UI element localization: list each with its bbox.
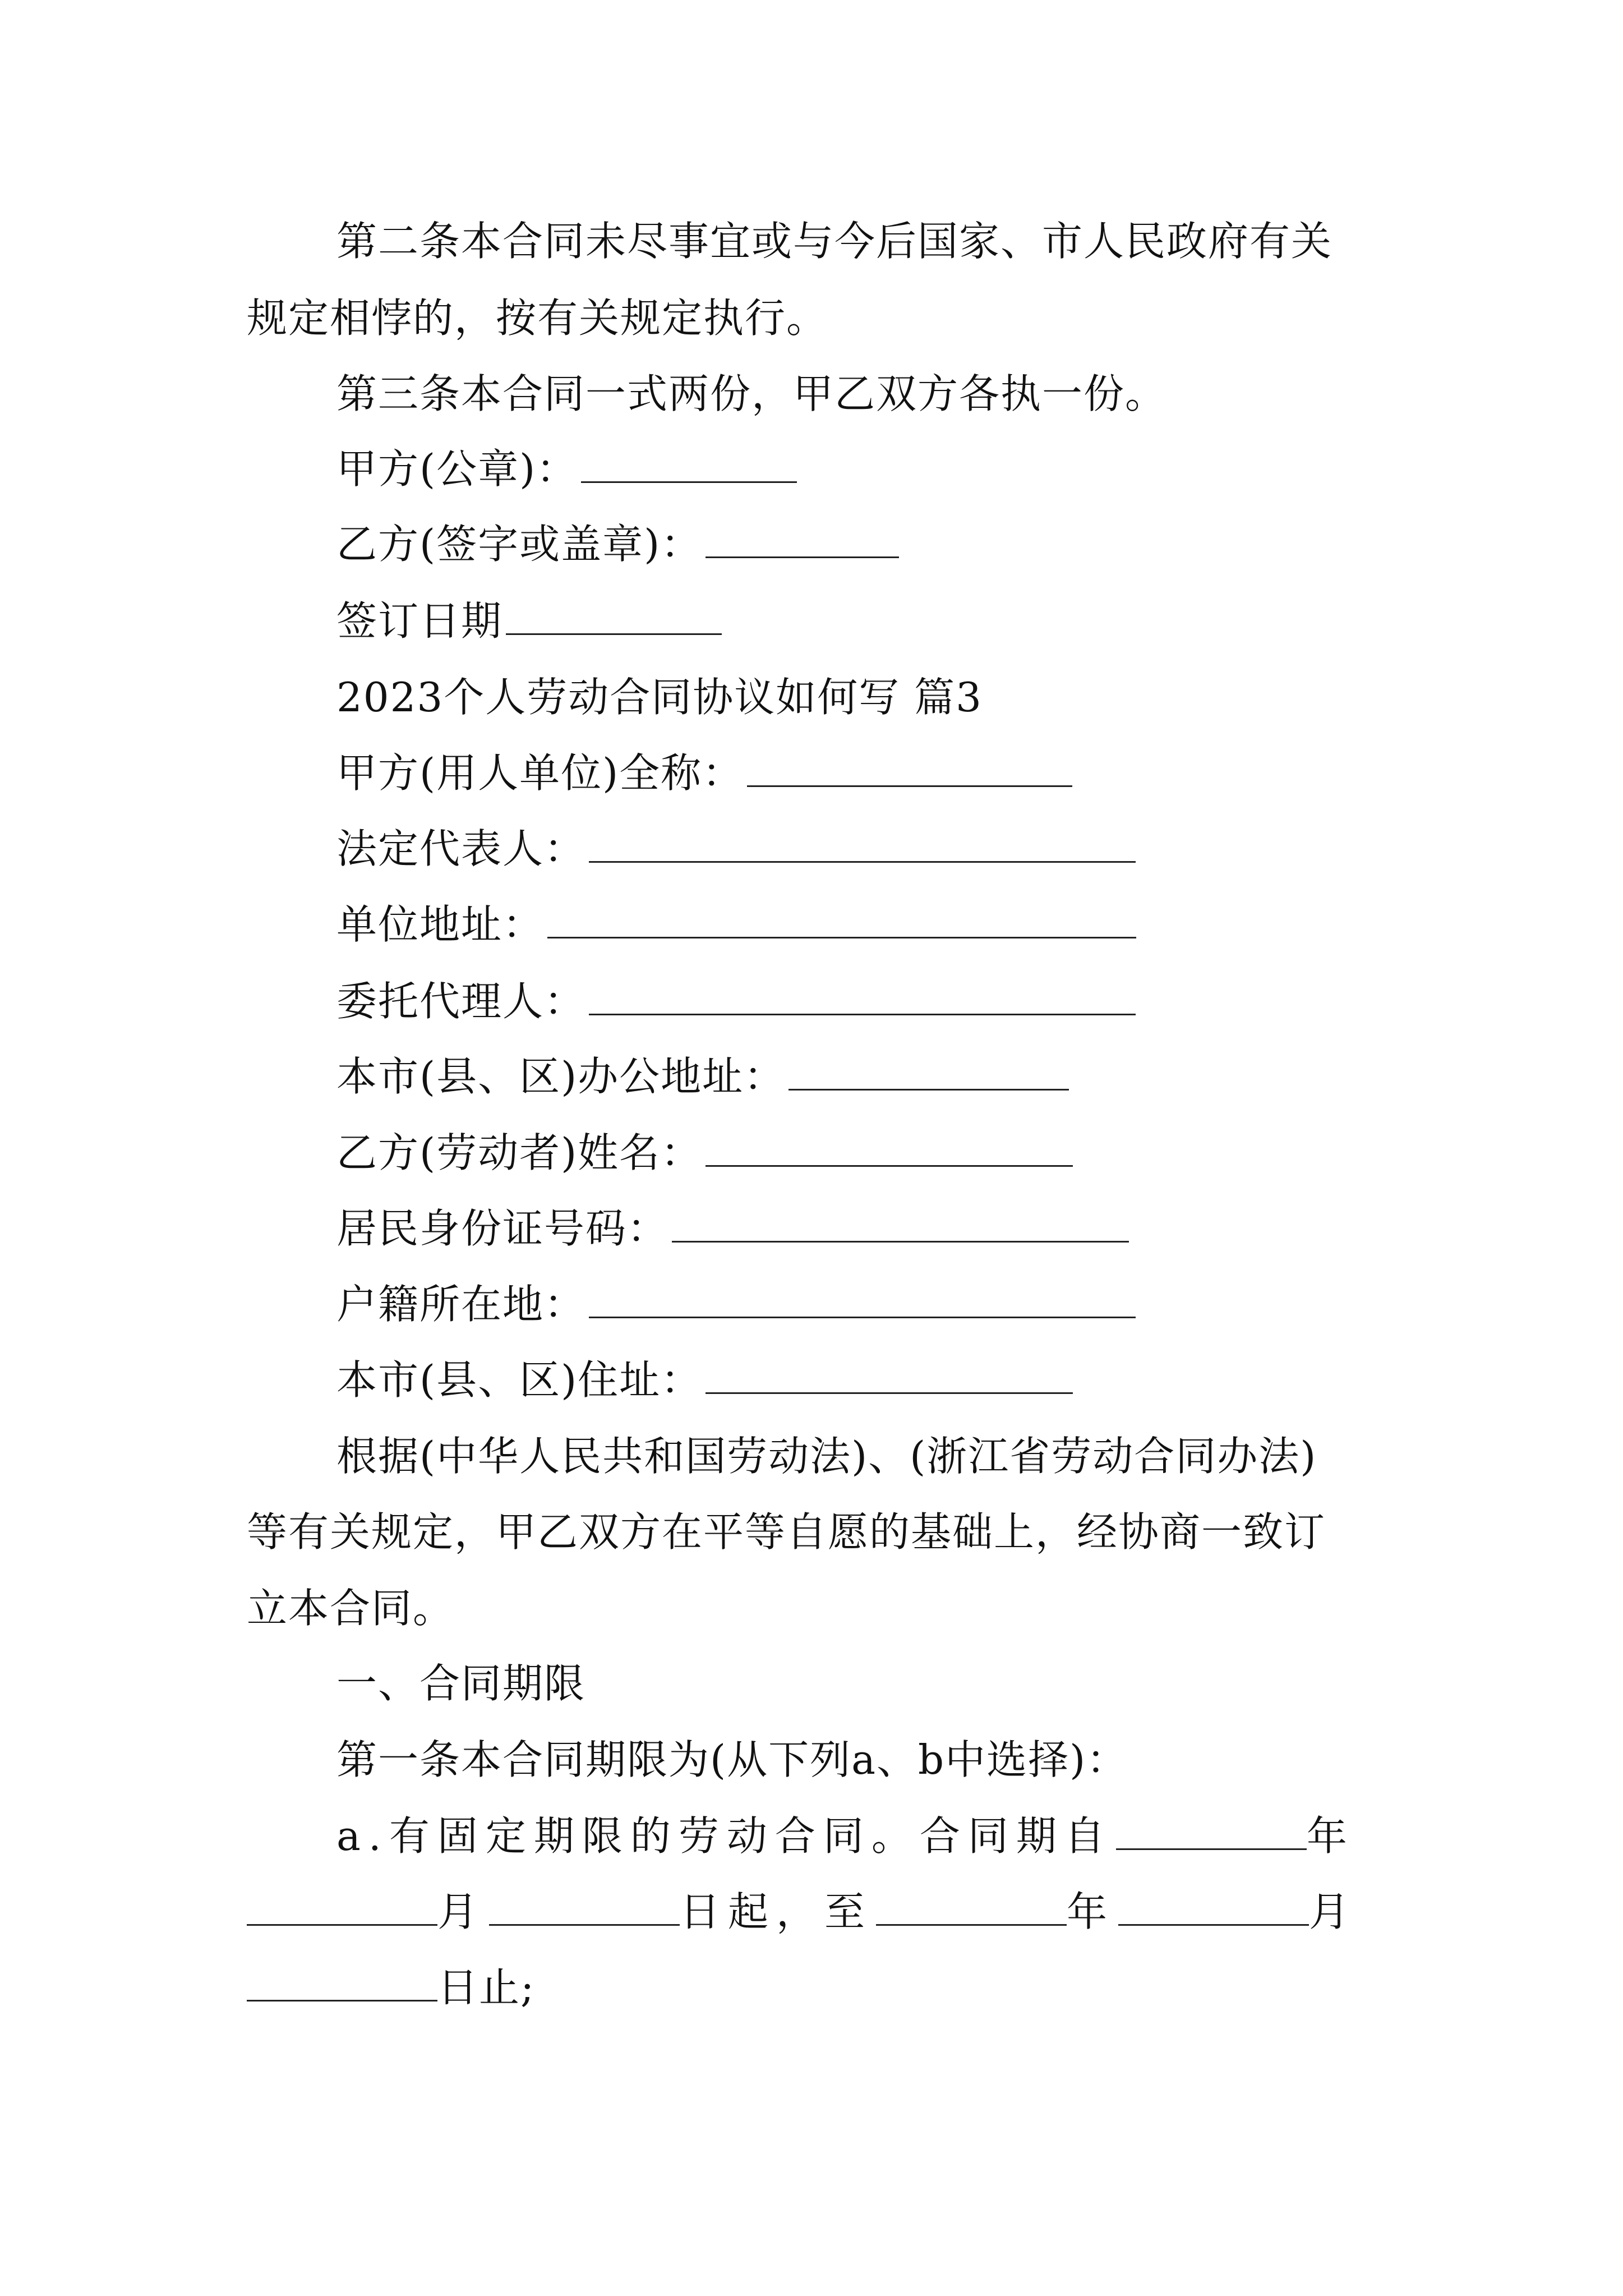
chapter-1-heading: 一、合同期限 (336, 1660, 586, 1707)
sign-party-b-label: 乙方(签字或盖章)： (336, 521, 703, 568)
field-agent (336, 974, 1136, 1028)
sign-party-b (336, 517, 899, 571)
option-a-year-label: 年 (1306, 1812, 1355, 1860)
field-household-blank[interactable] (589, 1277, 1136, 1318)
field-household-label: 户籍所在地： (336, 1281, 586, 1328)
preamble-line-3: 立本合同。 (247, 1585, 455, 1632)
sign-party-a-label: 甲方(公章)： (336, 445, 578, 493)
field-worker-name-blank[interactable] (706, 1126, 1073, 1167)
option-a-end-day-blank[interactable] (247, 1961, 437, 2001)
field-household (336, 1277, 1136, 1331)
field-legal-rep-blank[interactable] (589, 822, 1136, 863)
option-a-year2-label: 年 (1067, 1888, 1115, 1935)
field-id-number-blank[interactable] (672, 1202, 1129, 1243)
option-a-month2-label: 月 (1309, 1888, 1358, 1935)
option-a-from-label: 日起，至 (680, 1888, 873, 1935)
section-title: 2023个人劳动合同协议如何写 篇3 (336, 674, 983, 721)
preamble-line-2: 等有关规定，甲乙双方在平等自愿的基础上，经协商一致订 (247, 1508, 1326, 1556)
field-address-label: 单位地址： (336, 901, 545, 948)
field-worker-name-label: 乙方(劳动者)姓名： (336, 1129, 703, 1176)
field-agent-blank[interactable] (589, 974, 1136, 1015)
field-residence (336, 1353, 1073, 1407)
field-office-address-blank[interactable] (789, 1050, 1069, 1091)
field-residence-blank[interactable] (706, 1353, 1073, 1394)
option-a-end-month-blank[interactable] (1118, 1885, 1309, 1926)
option-a-start-year-blank[interactable] (1116, 1809, 1307, 1850)
sign-date-blank[interactable] (506, 594, 722, 635)
field-legal-rep-label: 法定代表人： (336, 825, 586, 872)
sign-party-a-blank[interactable] (581, 442, 797, 483)
option-a-line-1 (336, 1809, 1355, 1863)
field-residence-label: 本市(县、区)住址： (336, 1356, 703, 1404)
field-worker-name (336, 1126, 1073, 1180)
field-address (336, 898, 1136, 951)
field-employer-name-blank[interactable] (747, 746, 1072, 787)
sign-date (336, 594, 722, 648)
field-office-address (336, 1050, 1069, 1103)
article-1: 第一条本合同期限为(从下列a、b中选择)： (336, 1736, 1128, 1783)
option-a-month-label: 月 (437, 1888, 486, 1935)
field-office-address-label: 本市(县、区)办公地址： (336, 1053, 786, 1100)
field-id-number (336, 1202, 1129, 1255)
option-a-prefix: a.有固定期限的劳动合同。合同期自 (336, 1812, 1113, 1860)
preamble-line-1: 根据(中华人民共和国劳动法)、(浙江省劳动合同办法) (336, 1433, 1317, 1480)
article-2-line-2: 规定相悖的，按有关规定执行。 (247, 295, 828, 342)
option-a-end-year-blank[interactable] (876, 1885, 1067, 1926)
field-employer-name-label: 甲方(用人单位)全称： (336, 749, 744, 797)
option-a-to-label: 日止; (437, 1964, 536, 2011)
option-a-start-month-blank[interactable] (247, 1885, 437, 1926)
article-2-line-1: 第二条本合同未尽事宜或与今后国家、市人民政府有关 (336, 218, 1333, 265)
sign-date-label: 签订日期 (336, 597, 503, 645)
field-legal-rep (336, 822, 1136, 876)
field-employer-name (336, 746, 1072, 800)
option-a-start-day-blank[interactable] (489, 1885, 680, 1926)
field-address-blank[interactable] (547, 898, 1136, 938)
sign-party-a (336, 442, 797, 496)
field-agent-label: 委托代理人： (336, 978, 586, 1025)
sign-party-b-blank[interactable] (706, 517, 899, 558)
article-3: 第三条本合同一式两份，甲乙双方各执一份。 (336, 370, 1167, 417)
option-a-line-3 (247, 1961, 535, 2014)
field-id-number-label: 居民身份证号码： (336, 1205, 669, 1252)
option-a-line-2 (247, 1885, 1357, 1939)
